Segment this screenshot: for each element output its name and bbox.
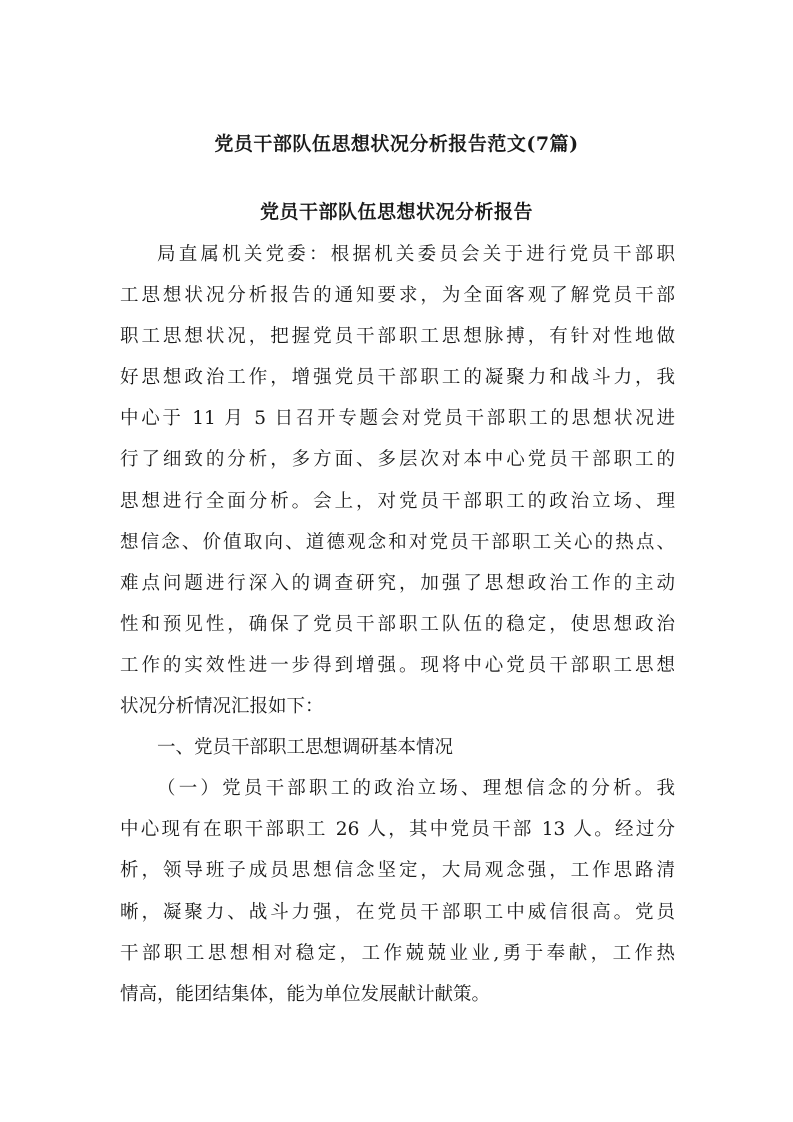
paragraph-line: 想信念、价值取向、道德观念和对党员干部职工关心的热点、 — [120, 531, 675, 553]
paragraph-line: 析，领导班子成员思想信念坚定，大局观念强，工作思路清 — [120, 860, 675, 882]
paragraph-line: （一）党员干部职工的政治立场、理想信念的分析。我 — [157, 778, 675, 800]
paragraph-line: 晰，凝聚力、战斗力强，在党员干部职工中威信很高。党员 — [120, 901, 675, 923]
document-body — [120, 234, 675, 1015]
paragraph-line: 职工思想状况，把握党员干部职工思想脉搏，有针对性地做 — [120, 326, 675, 348]
document-title: 党员干部队伍思想状况分析报告范文(7篇) — [214, 133, 579, 155]
paragraph-line: 难点问题进行深入的调查研究，加强了思想政治工作的主动 — [120, 572, 675, 594]
paragraph-line: 行了细致的分析，多方面、多层次对本中心党员干部职工的 — [120, 449, 675, 471]
paragraph-line: 局直属机关党委：根据机关委员会关于进行党员干部职 — [157, 244, 675, 265]
paragraph-line: 好思想政治工作，增强党员干部职工的凝聚力和战斗力，我 — [120, 367, 675, 389]
paragraph-line: 性和预见性，确保了党员干部职工队伍的稳定，使思想政治 — [120, 613, 675, 635]
paragraph-line: 中心现有在职干部职工 26 人，其中党员干部 13 人。经过分 — [120, 819, 675, 841]
paragraph-line: 干部职工思想相对稳定，工作兢兢业业,勇于奉献，工作热 — [120, 942, 675, 964]
section-heading: 一、党员干部职工思想调研基本情况 — [157, 737, 454, 759]
paragraph-line: 思想进行全面分析。会上，对党员干部职工的政治立场、理 — [120, 490, 675, 512]
paragraph-line: 工作的实效性进一步得到增强。现将中心党员干部职工思想 — [120, 654, 675, 676]
document-subtitle: 党员干部队伍思想状况分析报告 — [259, 201, 533, 223]
paragraph-line: 状况分析情况汇报如下： — [120, 696, 324, 718]
paragraph-line: 情高，能团结集体，能为单位发展献计献策。 — [120, 983, 491, 1005]
paragraph-line: 工思想状况分析报告的通知要求，为全面客观了解党员干部 — [120, 285, 675, 307]
paragraph-line: 中心于 11 月 5 日召开专题会对党员干部职工的思想状况进 — [120, 408, 675, 430]
